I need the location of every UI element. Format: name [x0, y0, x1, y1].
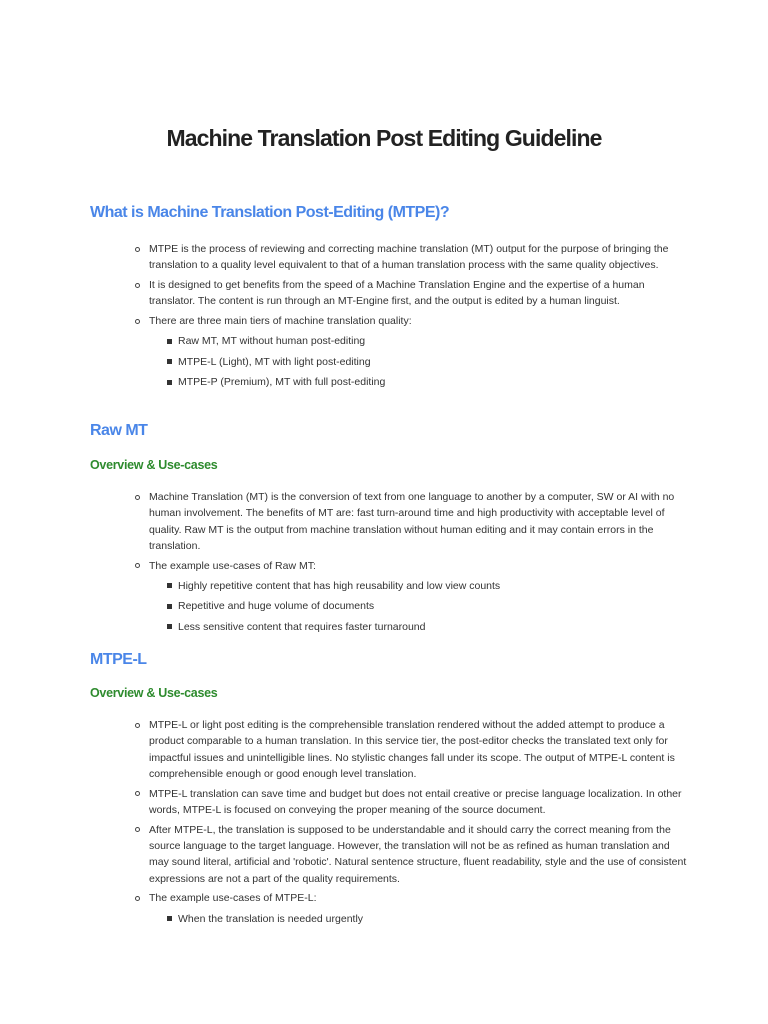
subheading-mtpe-l-overview: Overview & Use-cases: [90, 686, 218, 700]
list-item: MTPE-L (Light), MT with light post-editing: [149, 354, 690, 370]
section-heading-raw-mt: Raw MT: [90, 422, 148, 439]
list-item: [130, 313, 690, 390]
list-item: Machine Translation (MT) is the conversion of text from one language to another by a computer, SW or AI with no human involvement. The benefits of MT are: fast turn-around time and high productivity with acceptable level of quality. Raw MT is the output from machine translation without human editing and it may contain errors in the translation.: [130, 489, 690, 554]
list-item: After MTPE-L, the translation is supposed to be understandable and it should carry the correct meaning from the source language to the target language. However, the translation will not be as refined as human translation and may sound literal, artificial and 'robotic'. Natural sentence structure, fluent readability, style and the use of consistent expressions are not a part of the quality requirements.: [130, 822, 690, 887]
raw-mt-use-cases-list: [149, 578, 690, 635]
list-item: MTPE is the process of reviewing and correcting machine translation (MT) output for the purpose of bringing the translation to a quality level equivalent to that of a human translation process with the same quality objectives.: [130, 241, 690, 274]
list-item: MTPE-P (Premium), MT with full post-editing: [149, 374, 690, 390]
mtpe-tiers-list: [149, 333, 690, 390]
list-item: [130, 558, 690, 635]
list-item: It is designed to get benefits from the speed of a Machine Translation Engine and the expertise of a human translator. The content is run through an MT-Engine first, and the output is edited by a human linguist.: [130, 277, 690, 310]
list-item: Repetitive and huge volume of documents: [149, 598, 690, 614]
subheading-raw-mt-overview: Overview & Use-cases: [90, 458, 218, 472]
list-item-text: The example use-cases of MTPE-L:: [149, 892, 317, 905]
mtpe-l-list: [130, 717, 690, 931]
raw-mt-list: [130, 489, 690, 639]
list-item-text: There are three main tiers of machine translation quality:: [149, 315, 412, 328]
section-heading-mtpe: What is Machine Translation Post-Editing (MTPE)?: [90, 204, 450, 221]
list-item: MTPE-L or light post editing is the comprehensible translation rendered without the added attempt to produce a product comparable to a human translation. In this service tier, the post-editor checks the translated text only for impactful issues and unintelligible lines. No stylistic changes fall under its scope. The output of MTPE-L content is comprehensible enough or good enough level translation.: [130, 717, 690, 782]
section-heading-mtpe-l: MTPE-L: [90, 651, 147, 668]
list-item: MTPE-L translation can save time and budget but does not entail creative or precise language localization. In other words, MTPE-L is focused on conveying the proper meaning of the source document.: [130, 786, 690, 819]
list-item: When the translation is needed urgently: [149, 911, 690, 927]
list-item: [130, 890, 690, 926]
mtpe-definition-list: [130, 241, 690, 395]
mtpe-l-use-cases-list: [149, 911, 690, 927]
list-item: Less sensitive content that requires faster turnaround: [149, 619, 690, 635]
list-item-text: The example use-cases of Raw MT:: [149, 559, 316, 572]
list-item: Raw MT, MT without human post-editing: [149, 333, 690, 349]
document-title: Machine Translation Post Editing Guideline: [166, 125, 602, 151]
list-item: Highly repetitive content that has high reusability and low view counts: [149, 578, 690, 594]
